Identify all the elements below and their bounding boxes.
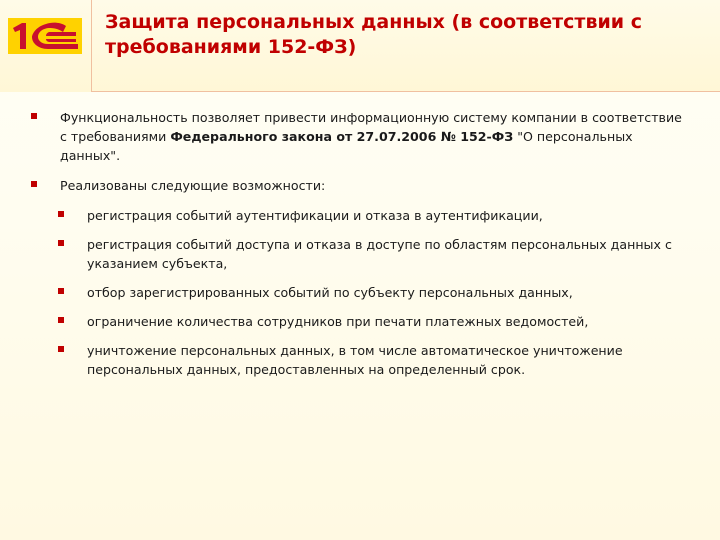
list-item-text: регистрация событий доступа и отказа в доступе по областям персональных данных с указанием субъекта, (87, 237, 672, 271)
list-item (57, 206, 690, 225)
bullet-text-law: Федерального закона от 27.07.2006 № 152-ФЗ (170, 129, 514, 144)
square-bullet-icon (58, 288, 64, 294)
square-bullet-icon (58, 346, 64, 352)
list-item-text: регистрация событий аутентификации и отказа в аутентификации, (87, 208, 543, 223)
list-item (57, 235, 690, 273)
logo-1c-icon (8, 18, 82, 54)
list-item-text: ограничение количества сотрудников при печати платежных ведомостей, (87, 314, 589, 329)
logo-area (0, 0, 92, 92)
bullet-item-functionality (30, 108, 690, 165)
list-item (57, 312, 690, 331)
list-item (57, 341, 690, 379)
square-bullet-icon (58, 240, 64, 246)
slide-header (0, 0, 720, 92)
header-divider-vertical (91, 0, 92, 92)
square-bullet-icon (31, 181, 37, 187)
page-title: Защита персональных данных (в соответствии с требованиями 152-ФЗ) (105, 11, 642, 58)
square-bullet-icon (58, 317, 64, 323)
list-item-text: уничтожение персональных данных, в том числе автоматическое уничтожение персональных данных, предоставленных на определенный срок. (87, 343, 623, 377)
header-divider-horizontal (91, 91, 720, 92)
content-area (30, 108, 690, 389)
square-bullet-icon (58, 211, 64, 217)
list-item (57, 283, 690, 302)
bullet-text-before: Функциональность позволяет привести информационную систему компании в соответствие с требованиями (60, 110, 682, 144)
list-item-text: отбор зарегистрированных событий по субъекту персональных данных, (87, 285, 573, 300)
square-bullet-icon (31, 113, 37, 119)
bullet-item-features (30, 176, 690, 195)
bullet-text: Реализованы следующие возможности: (60, 178, 326, 193)
bullet-text-after: "О персональных данных". (60, 129, 633, 163)
feature-list (30, 206, 690, 379)
